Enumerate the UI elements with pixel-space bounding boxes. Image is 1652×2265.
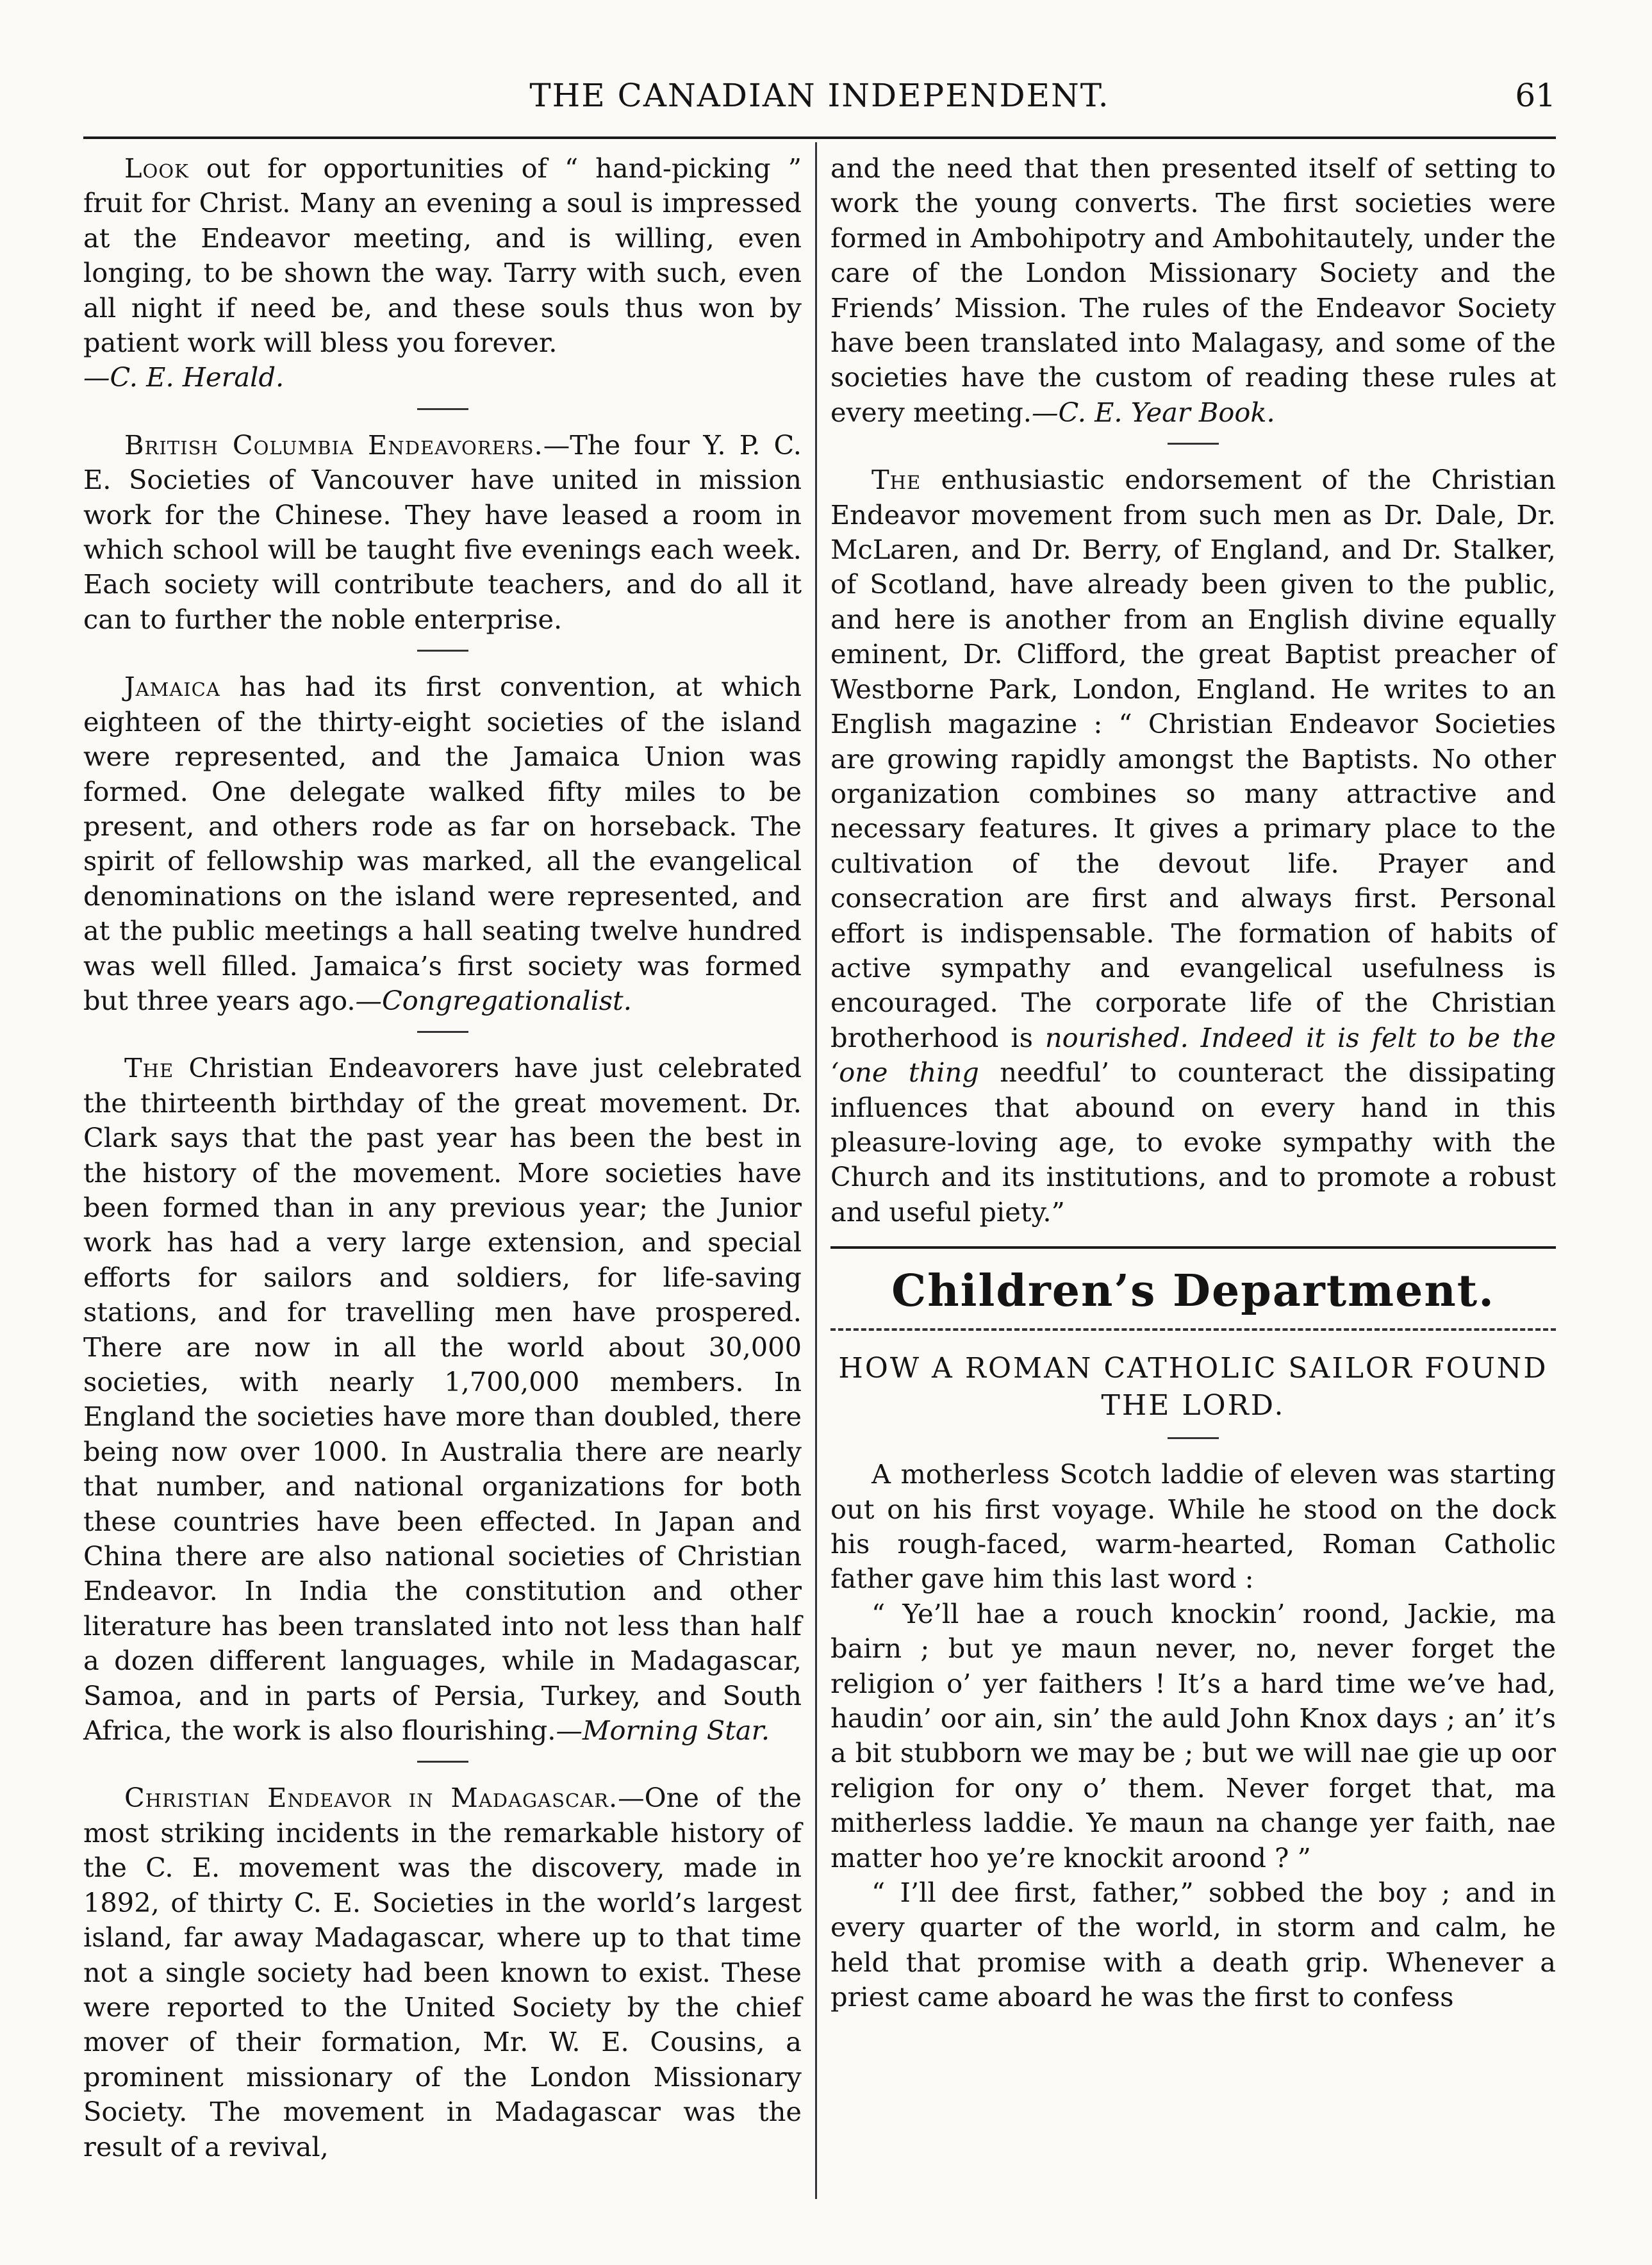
- article-british-columbia: [83, 428, 802, 637]
- section-separator: [417, 650, 468, 652]
- article-madagascar: [83, 1781, 802, 2164]
- section-separator: [1168, 1437, 1219, 1439]
- lead-word: Jamaica: [124, 671, 220, 703]
- paragraph-body: has had its first convention, at which eighteen of the thirty-eight societies of the island were represented, and the Jamaica Union was formed. One delegate walked fifty miles to be present, and others rode as far on horseback. The spirit of fellowship was marked, all the evangelical denominations on the island were represented, and at the public meetings a hall seating twelve hundred was well filled. Jamaica’s first society was formed but three years ago.: [83, 671, 802, 1016]
- source-credit: —Morning Star.: [556, 1715, 770, 1747]
- article-hand-picking: [83, 151, 802, 360]
- paragraph-body: —The four Y. P. C. E. Societies of Vancouver have united in mission work for the Chinese. They have leased a room in which school will be taught five evenings each week. Each society will contribute teachers, and do all it can to further the noble enterprise.: [83, 429, 802, 635]
- left-column: [83, 151, 802, 2239]
- lead-word: The: [871, 464, 921, 496]
- italic-passage: nourished. Indeed it is felt to be the ‘one thing: [830, 1021, 1556, 1089]
- department-title: Children’s Department.: [891, 1265, 1495, 1317]
- section-separator: [417, 1761, 468, 1763]
- publication-title: THE CANADIAN INDEPENDENT.: [529, 77, 1110, 114]
- page-header: [83, 77, 1556, 128]
- paragraph-tail: needful’ to counteract the dissipating influences that abound on every hand in this pleasure-loving age, to evoke sympathy with the Church and its institutions, and to promote a robust and useful piety.”: [830, 1057, 1556, 1228]
- right-column: [830, 151, 1556, 2239]
- department-rule: [830, 1246, 1556, 1249]
- paragraph-body: Christian Endeavorers have just celebrated the thirteenth birthday of the great movement. Dr. Clark says that the past year has been the best in the history of the movement. More societies have been formed than in any previous year; the Junior work has had a very large extension, and special efforts for sailors and soldiers, for life-saving stations, and for travelling men have prospered. There are now in all the world about 30,000 societies, with nearly 1,700,000 members. In England the societies have more than doubled, there being now over 1000. In Australia there are nearly that number, and national organizations for both these countries have been effected. In Japan and China there are also national societies of Christian Endeavor. In India the constitution and other literature has been translated into not less than half a dozen different languages, while in Madagascar, Samoa, and in parts of Persia, Turkey, and South Africa, the work is also flourishing.: [83, 1052, 802, 1747]
- story-paragraph-2: “ Ye’ll hae a rouch knockin’ roond, Jackie, ma bairn ; but ye maun never, no, never forget the religion o’ yer faithers ! It’s a hard time we’ve had, haudin’ oor ain, sin’ the auld John Knox days ; an’ it’s a bit stubborn we may be ; but we will nae gie up oor religion for ony o’ them. Never forget that, ma mitherless laddie. Ye maun na change yer faith, nae matter hoo ye’re knockit aroond ? ”: [830, 1597, 1556, 1874]
- column-divider: [815, 142, 817, 2199]
- source-credit: —C. E. Year Book.: [1031, 396, 1275, 428]
- story-paragraph-1: A motherless Scotch laddie of eleven was starting out on his first voyage. While he stood on the dock his rough-faced, warm-hearted, Roman Catholic father gave him this last word :: [830, 1458, 1556, 1595]
- paragraph-body: and the need that then presented itself of setting to work the young converts. The first societies were formed in Ambohipotry and Ambohitautely, under the care of the London Missionary Society and the Friends’ Mission. The rules of the Endeavor Society have been translated into Malagasy, and some of the societies have the custom of reading these rules at every meeting.: [830, 152, 1556, 428]
- header-rule: [83, 136, 1556, 139]
- article-madagascar-continued: [830, 151, 1556, 430]
- story-paragraph-3: “ I’ll dee first, father,” sobbed the boy ; and in every quarter of the world, in storm and calm, he held that promise with a death grip. Whenever a priest came aboard he was the first to confess: [830, 1877, 1556, 2013]
- source-credit: —Congregationalist.: [355, 984, 632, 1016]
- lead-heading: British Columbia Endeavorers.: [124, 429, 543, 461]
- section-separator: [417, 408, 468, 410]
- page-number: 61: [1515, 77, 1556, 114]
- section-separator: [1168, 443, 1219, 445]
- source-credit: —C. E. Herald.: [83, 361, 285, 393]
- lead-word: The: [124, 1052, 174, 1084]
- article-title: HOW A ROMAN CATHOLIC SAILOR FOUND THE LORD.: [838, 1352, 1548, 1422]
- paragraph-body: —One of the most striking incidents in the remarkable history of the C. E. movement was the discovery, made in 1892, of thirty C. E. Societies in the world’s largest island, far away Madagascar, where up to that time not a single society had been known to exist. These were reported to the United Society by the chief mover of their formation, Mr. W. E. Cousins, a prominent missionary of the London Missionary Society. The movement in Madagascar was the result of a revival,: [83, 1782, 802, 2162]
- department-dash-rule: [830, 1328, 1556, 1331]
- lead-word: Look: [124, 152, 189, 184]
- paragraph-body: out for opportunities of “ hand-picking ” fruit for Christ. Many an evening a soul is impressed at the Endeavor meeting, and is willing, even longing, to be shown the way. Tarry with such, even all night if need be, and these souls thus won by patient work will bless you forever.: [83, 152, 802, 359]
- lead-heading: Christian Endeavor in Madagascar.: [124, 1782, 618, 1814]
- paragraph-body: enthusiastic endorsement of the Christian Endeavor movement from such men as Dr. Dale, Dr. McLaren, and Dr. Berry, of England, and Dr. Stalker, of Scotland, have already been given to the public, and here is another from an English divine equally eminent, Dr. Clifford, the great Baptist preacher of Westborne Park, London, England. He writes to an English magazine : “ Christian Endeavor Societies are growing rapidly amongst the Baptists. No other organization combines so many attractive and necessary features. It gives a primary place to the cultivation of the devout life. Prayer and consecration are first and always first. Personal effort is indispensable. The formation of habits of active sympathy and evangelical usefulness is encouraged. The corporate life of the Christian brotherhood is: [830, 464, 1556, 1053]
- article-dr-clifford: [830, 463, 1556, 1230]
- article-jamaica: [83, 670, 802, 1018]
- article-thirteenth-birthday: [83, 1051, 802, 1748]
- section-separator: [417, 1031, 468, 1033]
